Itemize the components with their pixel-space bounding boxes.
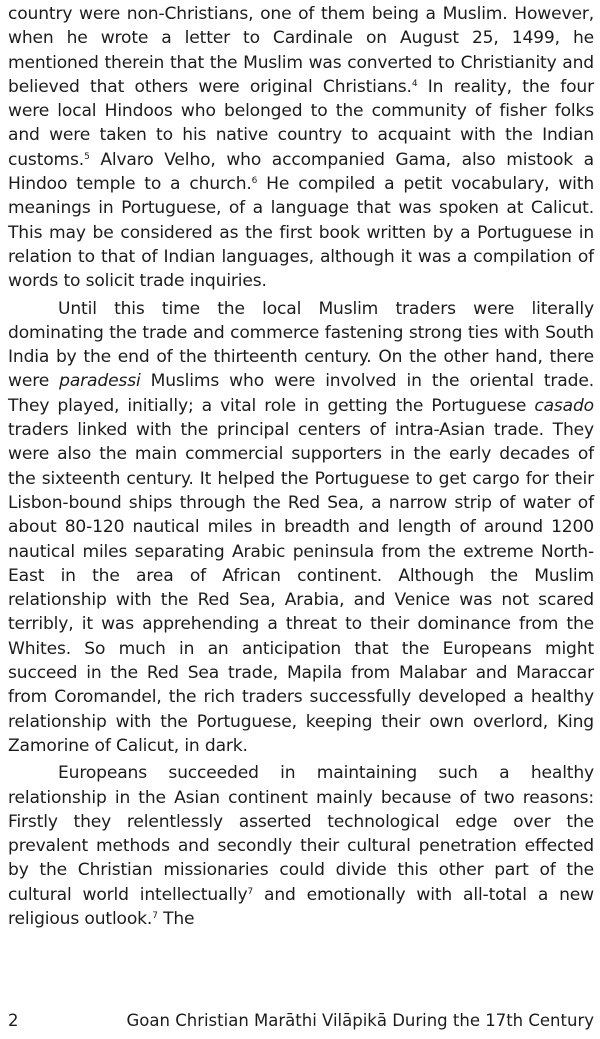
text-run: The <box>157 908 195 929</box>
footnote-marker: 4 <box>411 78 418 89</box>
page-footer <box>8 1007 594 1033</box>
paragraph <box>8 761 594 931</box>
text-run: traders linked with the principal centers of intra-Asian trade. They were also the main commercial supporters in the early decades of the sixteenth century. It helped the Portuguese to get cargo for their Lisbon-bound ships through the Red Sea, a narrow strip of water of about 80-120 nautical miles in breadth and length of around 1200 nautical miles separating Arabic peninsula from the extreme North-East in the area of African continent. Although the Muslim relationship with the Red Sea, Arabia, and Venice was not scared terribly, it was apprehending a threat to their dominance from the Whites. So much in an anticipation that the Europeans might succeed in the Red Sea trade, Mapila from Malabar and Maraccar from Coromandel, the rich traders successfully developed a healthy relationship with the Portuguese, keeping their own overlord, King Zamorine of Calicut, in dark. <box>8 420 594 756</box>
footnote-marker: 7 <box>247 886 254 897</box>
footnote-marker: 5 <box>84 151 90 162</box>
text-run: Muslims who were involved in the oriental trade. They played, initially; a vital role in getting the Portuguese <box>8 371 594 416</box>
page-number: 2 <box>8 1010 19 1030</box>
text-run: and emotionally with all-total a new religious outlook. <box>8 884 594 929</box>
text-run: In reality, the four were local Hindoos who belonged to the community of fisher folks and were taken to his native country to acquaint with the Indian customs. <box>8 76 594 170</box>
italic-term: paradessi <box>59 371 141 392</box>
paragraph <box>8 2 594 294</box>
text-run: Europeans succeeded in maintaining such a healthy relationship in the Asian continent mainly because of two reasons: Firstly they relentlessly asserted technological edge over the prevalent methods and secondly their cultural penetration effected by the Christian missionaries could divide this other part of the cultural world intellectually <box>8 763 594 905</box>
body-text <box>8 2 594 931</box>
text-run: Until this time the local Muslim traders were literally dominating the trade and commerce fastening strong ties with South India by the end of the thirteenth century. On the other hand, there were <box>8 298 594 392</box>
text-run: He compiled a petit vocabulary, with meanings in Portuguese, of a language that was spoken at Calicut. This may be considered as the first book written by a Portuguese in relation to that of Indian languages, although it was a compilation of words to solicit trade inquiries. <box>8 174 595 292</box>
footnote-marker: 6 <box>251 176 258 187</box>
footnote-marker: 7 <box>152 910 158 921</box>
text-run: country were non-Christians, one of them being a Muslim. However, when he wrote a letter to Cardinale on August 25, 1499, he mentioned therein that the Muslim was converted to Christianity and believed that others were original Christians. <box>8 4 594 97</box>
text-run: Alvaro Velho, who accompanied Gama, also mistook a Hindoo temple to a church. <box>8 149 594 195</box>
italic-term: casado <box>534 395 594 416</box>
book-page <box>8 2 594 1039</box>
paragraph <box>8 297 594 759</box>
running-title: Goan Christian Marāthi Vilāpikā During the 17th Century <box>126 1010 594 1030</box>
